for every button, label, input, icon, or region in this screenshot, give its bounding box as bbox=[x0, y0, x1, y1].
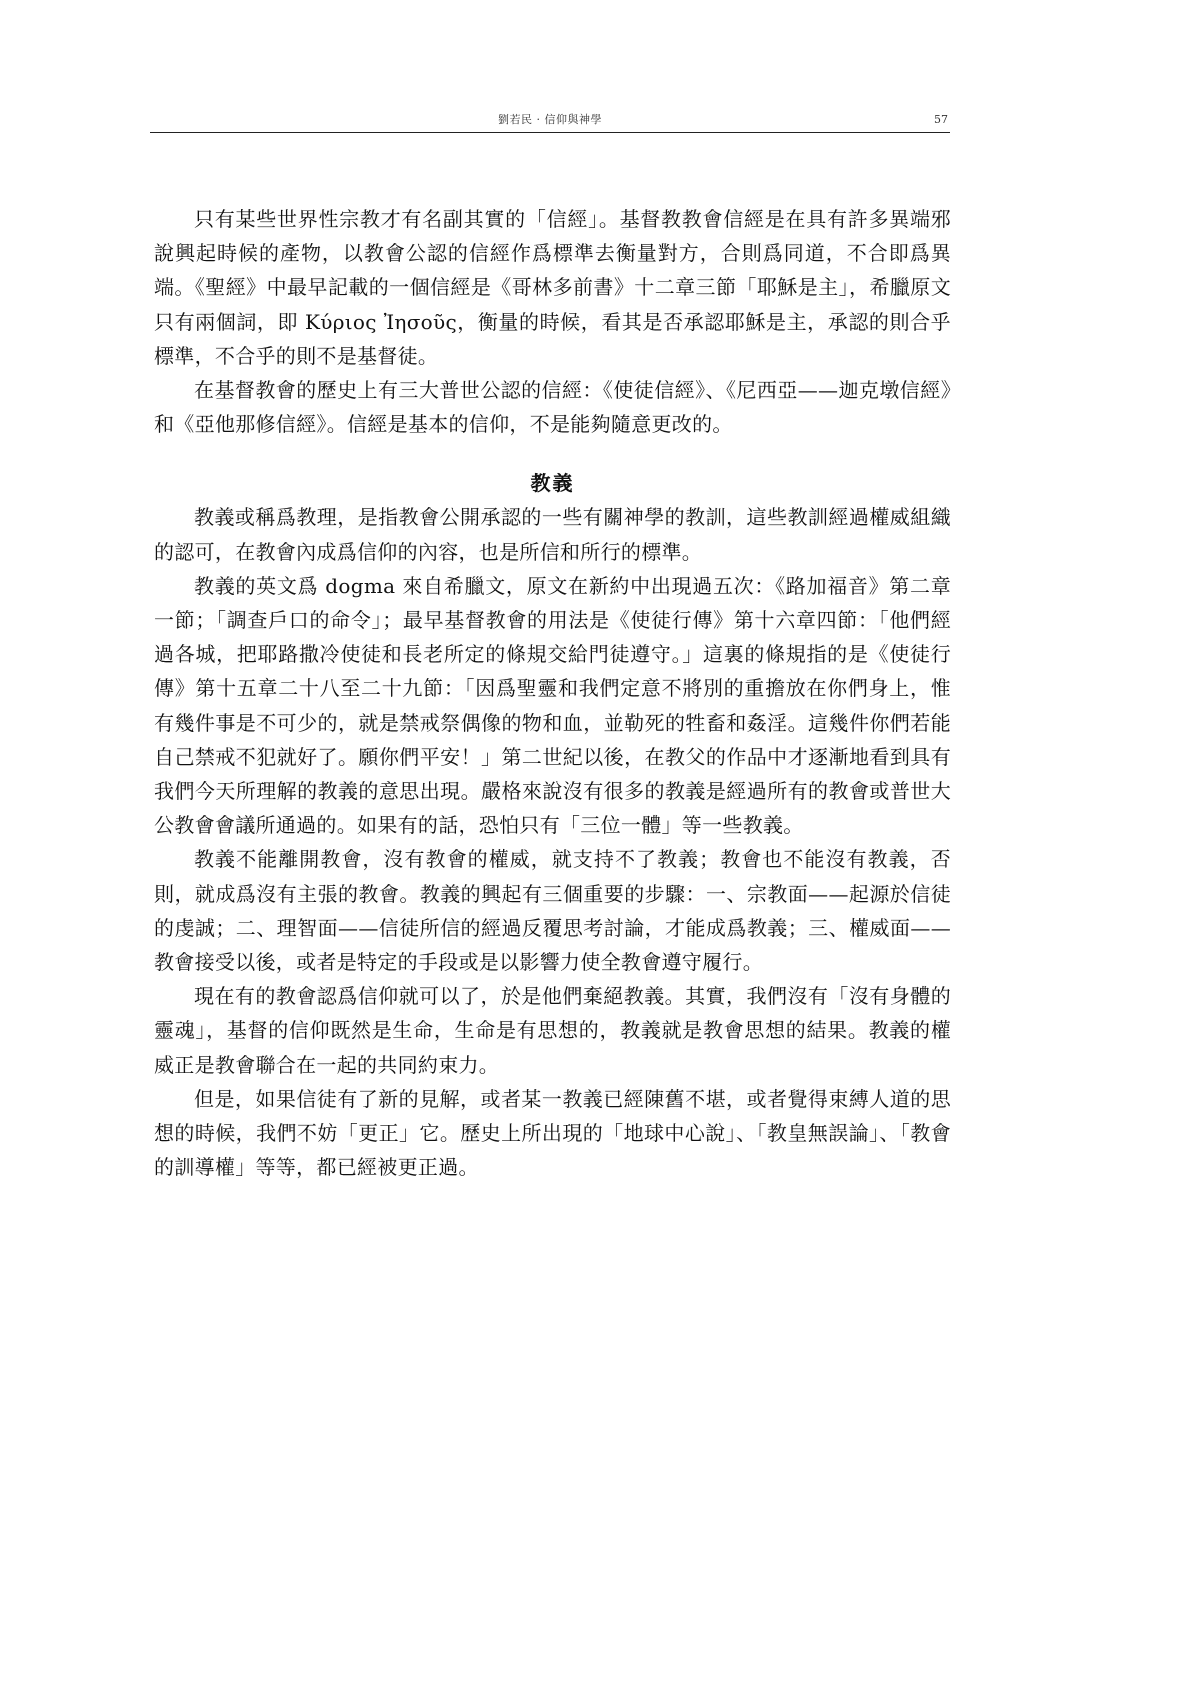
page-number: 57 bbox=[934, 113, 948, 126]
paragraph-three-creeds: 在基督教會的歷史上有三大普世公認的信經：《使徒信經》、《尼西亞——迦克墩信經》和《亞他那修信經》。信經是基本的信仰，不是能夠隨意更改的。 bbox=[154, 378, 951, 437]
paragraph-rejecting-doctrine: 現在有的教會認爲信仰就可以了，於是他們棄絕教義。其實，我們沒有「沒有身體的靈魂」，基督的信仰既然是生命，生命是有思想的，教義就是教會思想的結果。教義的權威正是教會聯合在一起的共同約束力。 bbox=[154, 984, 951, 1077]
paragraph-doctrine-definition: 教義或稱爲教理，是指教會公開承認的一些有關神學的教訓，這些教訓經過權威組織的認可，在教會內成爲信仰的內容，也是所信和所行的標準。 bbox=[154, 505, 951, 564]
paragraph-dogma-etymology: 教義的英文爲 dogma 來自希臘文，原文在新約中出現過五次：《路加福音》第二章一節；「調查戶口的命令」；最早基督教會的用法是《使徒行傳》第十六章四節：「他們經過各城，把耶路撒冷使徒和長老所定的條規交給門徒遵守。」這裏的條規指的是《使徒行傳》第十五章二十八至二十九節：「因爲聖靈和我們定意不將別的重擔放在你們身上，惟有幾件事是不可少的，就是禁戒祭偶像的物和血，並勒死的牲畜和姦淫。這幾件你們若能自己禁戒不犯就好了。願你們平安！」第二世紀以後，在教父的作品中才逐漸地看到具有我們今天所理解的教義的意思出現。嚴格來說沒有很多的教義是經過所有的教會或普世大公教會會議所通過的。如果有的話，恐怕只有「三位一體」等一些教義。 bbox=[154, 573, 951, 838]
running-header bbox=[150, 112, 950, 133]
section-heading-doctrine: 教義 bbox=[530, 471, 575, 496]
paragraph-doctrine-and-church: 教義不能離開教會，沒有教會的權威，就支持不了教義；教會也不能沒有教義，否則，就成爲沒有主張的教會。教義的興起有三個重要的步驟：一、宗教面——起源於信徒的虔誠；二、理智面——信徒所信的經過反覆思考討論，才能成爲教義；三、權威面——教會接受以後，或者是特定的手段或是以影響力使全教會遵守履行。 bbox=[154, 847, 951, 975]
paragraph-creeds-intro: 只有某些世界性宗教才有名副其實的「信經」。基督教教會信經是在具有許多異端邪說興起時候的產物，以教會公認的信經作爲標準去衡量對方，合則爲同道，不合即爲異端。《聖經》中最早記載的一個信經是《哥林多前書》十二章三節「耶穌是主」，希臘原文只有兩個詞，即 Κύριος Ἰησοῦς，衡量的時候，看其是否承認耶穌是主，承認的則合乎標準，不合乎的則不是基督徒。 bbox=[154, 207, 951, 368]
body-text bbox=[154, 202, 951, 1184]
paragraph-correcting-doctrine: 但是，如果信徒有了新的見解，或者某一教義已經陳舊不堪，或者覺得束縛人道的思想的時候，我們不妨「更正」它。歷史上所出現的「地球中心說」、「教皇無誤論」、「教會的訓導權」等等，都已經被更正過。 bbox=[154, 1086, 951, 1180]
running-title: 劉若民 · 信仰與神學 bbox=[498, 113, 602, 126]
